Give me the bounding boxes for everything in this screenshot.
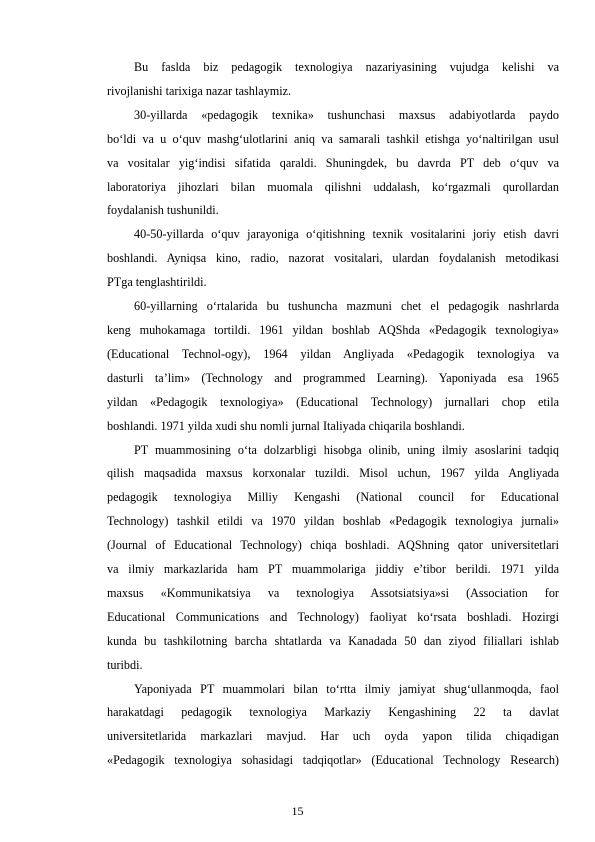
text-line: keng muhokamaga tortildi. 1961 yildan boshlab AQShda «Pedagogik texnologiya» — [107, 322, 559, 337]
paragraph — [107, 439, 559, 678]
text-line: «Pedagogik texnologiya sohasidagi tadqiqotlar» (Educational Technology Research) — [107, 753, 559, 768]
text-line: Technology) tashkil etildi va 1970 yildan boshlab «Pedagogik texnologiya jurnali» — [107, 514, 559, 529]
text-line: foydalanish tushunildi. — [107, 203, 219, 218]
text-line: Bu faslda biz pedagogik texnologiya nazariyasining vujudga kelishi va — [134, 60, 559, 74]
text-line: turibdi. — [107, 657, 143, 672]
paragraph — [107, 56, 559, 104]
text-line: yildan «Pedagogik texnologiya» (Educational Technology) jurnallari chop etila — [107, 394, 559, 409]
text-line: rivojlanishi tarixiga nazar tashlaymiz. — [107, 83, 292, 98]
text-line: bo‘ldi va u o‘quv mashg‘ulotlarini aniq va samarali tashkil etishga yo‘naltirilgan usul — [107, 131, 559, 146]
text-line: qilish maqsadida maxsus korxonalar tuzildi. Misol uchun, 1967 yilda Angliyada — [107, 466, 559, 481]
text-line: harakatdagi pedagogik texnologiya Markaziy Kengashining 22 ta davlat — [107, 705, 559, 720]
text-line: dasturli ta’lim» (Technology and programmed Learning). Yaponiyada esa 1965 — [107, 370, 559, 385]
text-line: 60-yillarning o‘rtalarida bu tushuncha mazmuni chet el pedagogik nashrlarda — [134, 299, 559, 314]
text-line: 40-50-yillarda o‘quv jarayoniga o‘qitishning texnik vositalarini joriy etish davri — [134, 227, 559, 242]
text-line: 30-yillarda «pedagogik texnika» tushunchasi maxsus adabiyotlarda paydo — [134, 107, 559, 122]
paragraph — [107, 104, 559, 224]
text-line: Yaponiyada PT muammolari bilan to‘rtta ilmiy jamiyat shug‘ullanmoqda, faol — [134, 681, 559, 696]
paragraph — [107, 223, 559, 295]
text-line: va ilmiy markazlarida ham PT muammolariga jiddiy e’tibor berildi. 1971 yilda — [107, 562, 559, 577]
text-line: pedagogik texnologiya Milliy Kengashi (National council for Educational — [107, 490, 559, 505]
text-line: maxsus «Kommunikatsiya va texnologiya Assotsiatsiya»si (Association for — [107, 585, 559, 600]
text-line: kunda bu tashkilotning barcha shtatlarda va Kanadada 50 dan ziyod filiallari ishlab — [107, 633, 559, 648]
text-line: laboratoriya jihozlari bilan muomala qilishni uddalash, ko‘rgazmali qurollardan — [107, 179, 559, 194]
text-line: Educational Communications and Technology) faoliyat ko‘rsata boshladi. Hozirgi — [107, 609, 559, 624]
text-line: boshlandi. Ayniqsa kino, radio, nazorat vositalari, ulardan foydalanish metodikasi — [107, 251, 559, 266]
text-line: boshlandi. 1971 yilda xudi shu nomli jurnal Italiyada chiqarila boshlandi. — [107, 418, 465, 433]
paragraph — [107, 678, 559, 774]
text-line: va vositalar yig‘indisi sifatida qaraldi. Shuningdek, bu davrda PT deb o‘quv va — [107, 155, 559, 170]
text-line: PTga tenglashtirildi. — [107, 275, 207, 290]
text-line: universitetlarida markazlari mavjud. Har uch oyda yapon tilida chiqadigan — [107, 729, 559, 744]
text-line: (Educational Technol-ogy), 1964 yildan Angliyada «Pedagogik texnologiya va — [107, 346, 559, 361]
text-line: (Journal of Educational Technology) chiqa boshladi. AQShning qator universitetlari — [107, 538, 559, 553]
document-body — [107, 56, 559, 773]
text-line: PT muammosining o‘ta dolzarbligi hisobga olinib, uning ilmiy asoslarini tadqiq — [134, 442, 559, 457]
paragraph — [107, 295, 559, 438]
page-number: 15 — [291, 804, 304, 818]
